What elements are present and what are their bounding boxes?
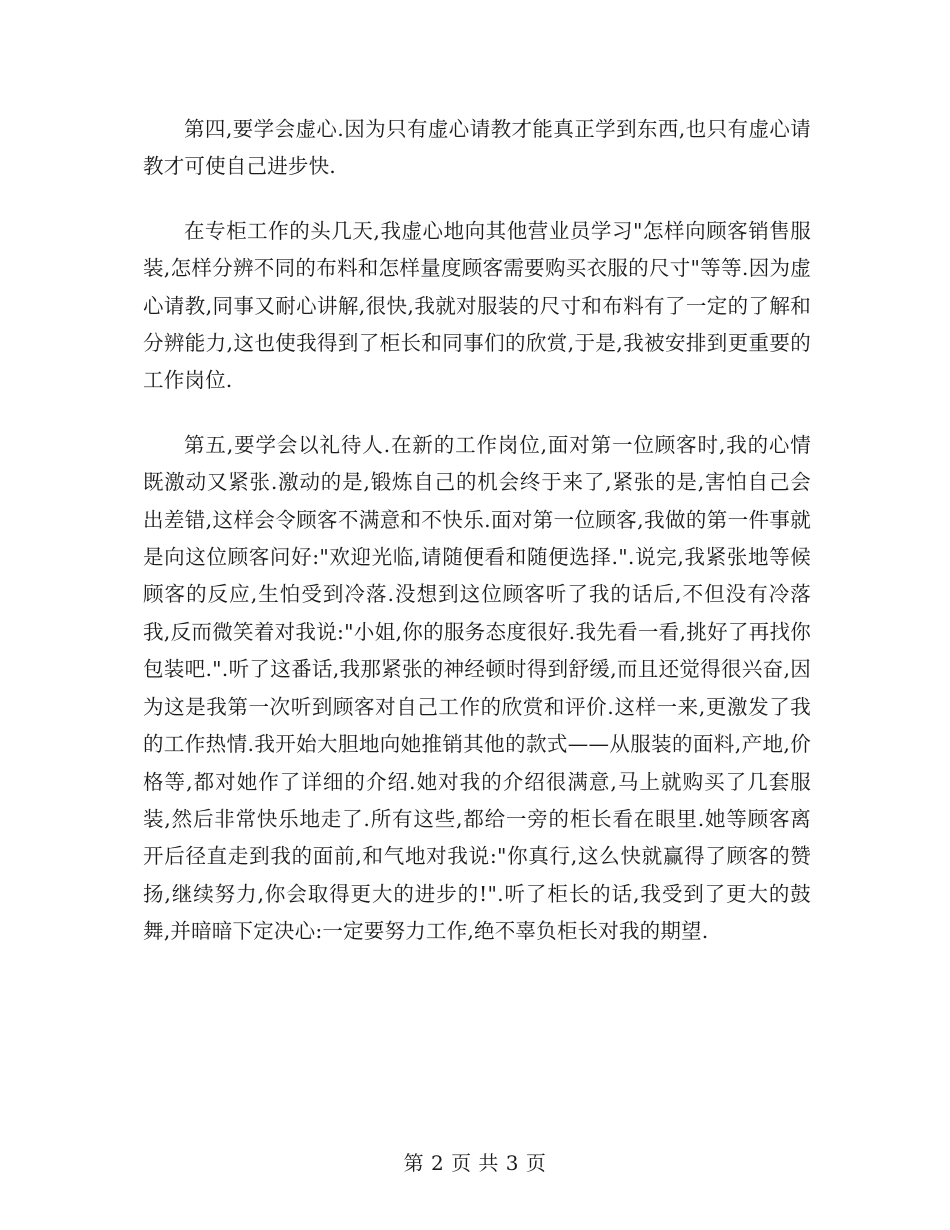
paragraph-learning-experience: 在专柜工作的头几天,我虚心地向其他营业员学习"怎样向顾客销售服装,怎样分辨不同的布料和怎样量度顾客需要购买衣服的尺寸"等等.因为虚心请教,同事又耐心讲解,很快,我就对服装的尺寸和布料有了一定的了解和分辨能力,这也使我得到了柜长和同事们的欣赏,于是,我被安排到更重要的工作岗位. <box>143 218 811 393</box>
document-body <box>143 111 811 978</box>
paragraph-fifth-point: 第五,要学会以礼待人.在新的工作岗位,面对第一位顾客时,我的心情既激动又紧张.激动的是,锻炼自己的机会终于来了,紧张的是,害怕自己会出差错,这样会令顾客不满意和不快乐.面对第一位顾客,我做的第一件事就是向这位顾客问好:"欢迎光临,请随便看和随便选择.".说完,我紧张地等候顾客的反应,生怕受到冷落.没想到这位顾客听了我的话后,不但没有冷落我,反而微笑着对我说:"小姐,你的服务态度很好.我先看一看,挑好了再找你包装吧.".听了这番话,我那紧张的神经顿时得到舒缓,而且还觉得很兴奋,因为这是我第一次听到顾客对自己工作的欣赏和评价.这样一来,更激发了我的工作热情.我开始大胆地向她推销其他的款式——从服装的面料,产地,价格等,都对她作了详细的介绍.她对我的介绍很满意,马上就购买了几套服装,然后非常快乐地走了.所有这些,都给一旁的柜长看在眼里.她等顾客离开后径直走到我的面前,和气地对我说:"你真行,这么快就赢得了顾客的赞扬,继续努力,你会取得更大的进步的!".听了柜长的话,我受到了更大的鼓舞,并暗暗下定决心:一定要努力工作,绝不辜负柜长对我的期望. <box>143 432 811 944</box>
page-number-footer: 第 2 页 共 3 页 <box>403 1151 547 1175</box>
paragraph-fourth-point: 第四,要学会虚心.因为只有虚心请教才能真正学到东西,也只有虚心请教才可使自己进步快. <box>143 117 811 179</box>
